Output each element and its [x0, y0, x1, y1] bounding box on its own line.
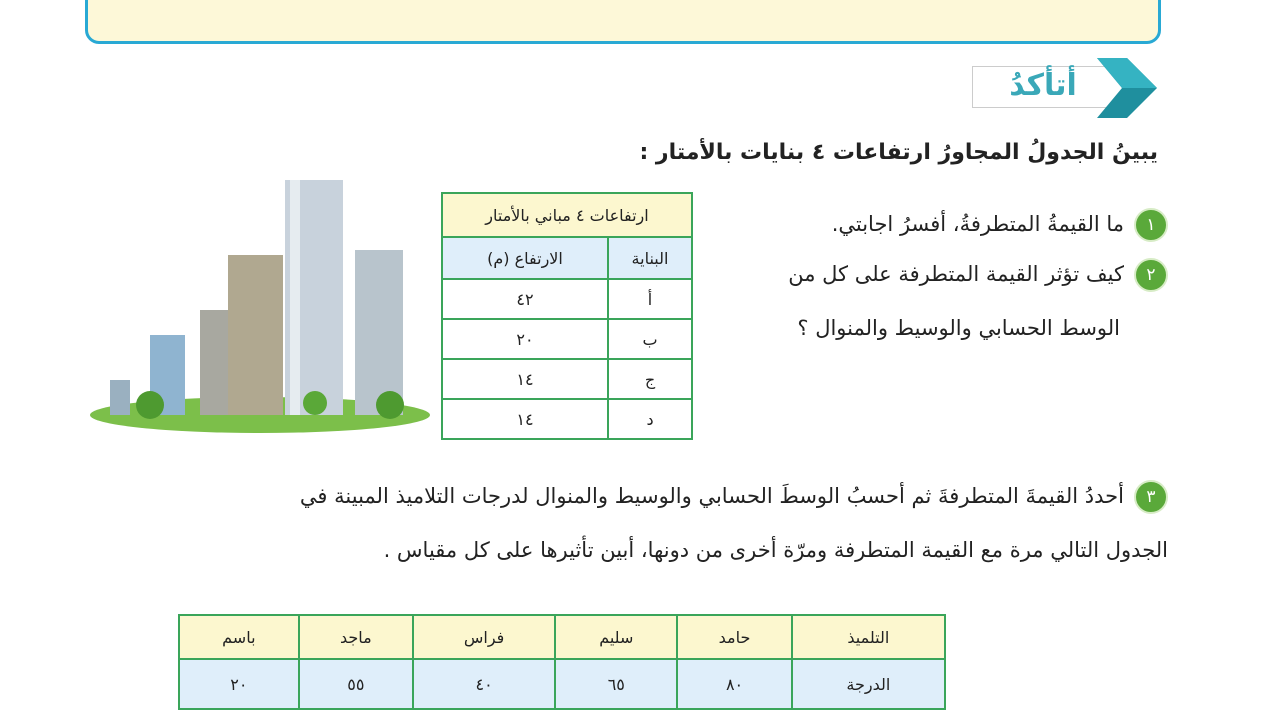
- student-grades-table: [178, 614, 946, 710]
- cell: ٢٠: [179, 659, 299, 709]
- question-number: ٢: [1134, 258, 1168, 292]
- question-text: أحددُ القيمةَ المتطرفةَ ثم أحسبُ الوسطَ الحسابي والوسيط والمنوال لدرجات التلاميذ المبينة في: [299, 484, 1124, 508]
- cell: ٤٠: [413, 659, 555, 709]
- question-text: ما القيمةُ المتطرفةُ، أفسرُ اجابتي.: [831, 212, 1124, 236]
- top-content-box: [85, 0, 1161, 44]
- cell: حامد: [677, 615, 791, 659]
- cell: د: [608, 399, 692, 439]
- question-3: [300, 480, 1168, 514]
- cell: ٥٥: [299, 659, 413, 709]
- cell: ٦٥: [555, 659, 677, 709]
- row-header: التلميذ: [792, 615, 945, 659]
- table-title: ارتفاعات ٤ مباني بالأمتار: [442, 193, 692, 237]
- cell: ١٤: [442, 359, 608, 399]
- question-2-line2: الوسط الحسابي والوسيط والمنوال ؟: [797, 316, 1120, 340]
- column-header: الارتفاع (م): [442, 237, 608, 279]
- exercise-heading: يبينُ الجدولُ المجاورُ ارتفاعات ٤ بنايات بالأمتار :: [639, 140, 1158, 165]
- row-header: الدرجة: [792, 659, 945, 709]
- cell: ب: [608, 319, 692, 359]
- question-number: ١: [1134, 208, 1168, 242]
- cell: سليم: [555, 615, 677, 659]
- question-2: [788, 258, 1168, 292]
- column-header: البناية: [608, 237, 692, 279]
- cell: أ: [608, 279, 692, 319]
- question-3-line2: الجدول التالي مرة مع القيمة المتطرفة ومرّة أخرى من دونها، أبين تأثيرها على كل مقياس .: [383, 538, 1168, 562]
- cell: ماجد: [299, 615, 413, 659]
- cell: ج: [608, 359, 692, 399]
- buildings-illustration: [90, 175, 435, 440]
- cell: باسم: [179, 615, 299, 659]
- badge-label: أتأكدُ: [972, 66, 1113, 108]
- cell: فراس: [413, 615, 555, 659]
- building-heights-table: [441, 192, 693, 440]
- chevron-right-icon: [1097, 58, 1159, 118]
- cell: ٨٠: [677, 659, 791, 709]
- confirm-badge: [972, 58, 1162, 118]
- question-number: ٣: [1134, 480, 1168, 514]
- question-text: كيف تؤثر القيمة المتطرفة على كل من: [788, 262, 1124, 286]
- cell: ١٤: [442, 399, 608, 439]
- cell: ٤٢: [442, 279, 608, 319]
- cell: ٢٠: [442, 319, 608, 359]
- question-1: [832, 208, 1168, 242]
